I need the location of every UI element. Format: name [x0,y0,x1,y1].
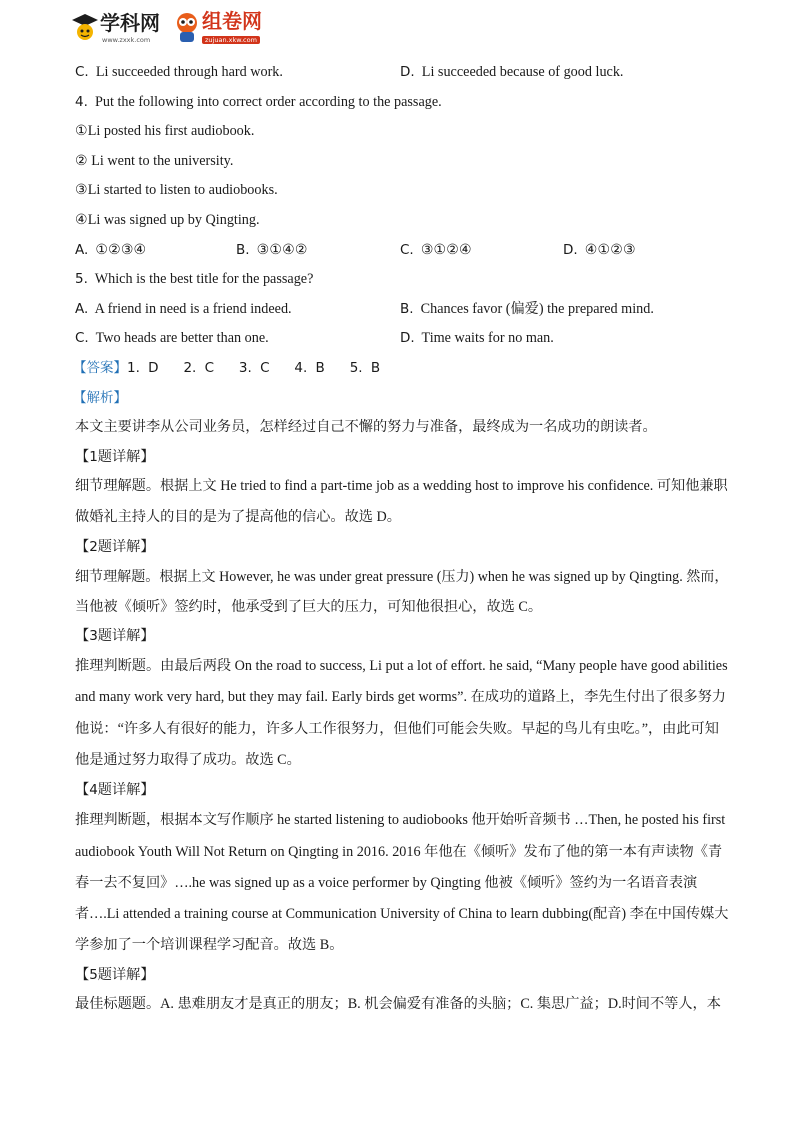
zujuan-url: zujuan.xkw.com [202,36,260,44]
answer-label: 【答案】 [73,360,127,376]
q5-option-c: C. Two heads are better than one. [75,330,269,346]
detail-4-line-3: 春一去不复回》….he was signed up as a voice performer by Qingting 他被《倾听》签约为一名语音表演 [75,875,698,891]
q4-item-3: ③Li started to listen to audiobooks. [75,182,278,198]
detail-1-heading: 【1题详解】 [75,449,155,465]
owl-mascot-icon [174,10,200,44]
detail-4-line-2: audiobook Youth Will Not Return on Qingting in 2016. 2016 年他在《倾听》发布了他的第一本有声读物《青 [75,844,723,860]
detail-4-line-5: 学参加了一个培训课程学习配音。故选 B。 [75,937,344,953]
graduation-cap-icon [70,12,100,44]
q5-option-d: D. Time waits for no man. [400,330,554,346]
zxxk-url: www.zxxk.com [102,36,151,44]
q4-option-b: B. ③①④② [236,242,308,258]
detail-2-line-2: 当他被《倾听》签约时，他承受到了巨大的压力，可知他很担心，故选 C。 [75,599,543,615]
header-logos [70,8,280,48]
detail-3-line-1: 推理判断题。由最后两段 On the road to success, Li put a lot of effort. he said, “Many people have good abilities [75,658,728,674]
q4-item-4: ④Li was signed up by Qingting. [75,212,260,228]
answer-values: 1. D 2. C 3. C 4. B 5. B [127,360,381,376]
zxxk-title: 学科网 [100,11,160,35]
q4-option-a: A. ①②③④ [75,242,147,258]
detail-1-line-1: 细节理解题。根据上文 He tried to find a part-time job as a wedding host to improve his confidence. 可知他兼职 [75,478,728,494]
answer-line [73,358,380,378]
detail-2-heading: 【2题详解】 [75,539,155,555]
zujuan-logo[interactable] [174,8,280,48]
detail-3-line-2: and many work very hard, but they may fail. Early birds get worms”. 在成功的道路上，李先生付出了很多努力 [75,689,726,705]
detail-3-line-4: 他是通过努力取得了成功。故选 C。 [75,752,301,768]
detail-1-line-2: 做婚礼主持人的目的是为了提高他的信心。故选 D。 [75,509,401,525]
q4-option-c: C. ③①②④ [400,242,472,258]
zujuan-title: 组卷网 [202,9,262,33]
detail-3-heading: 【3题详解】 [75,628,155,644]
analysis-summary: 本文主要讲李从公司业务员，怎样经过自己不懈的努力与准备，最终成为一名成功的朗读者。 [75,419,657,435]
detail-2-line-1: 细节理解题。根据上文 However, he was under great pressure (压力) when he was signed up by Qingting. 然而， [75,569,729,585]
q4-item-2: ② Li went to the university. [75,153,234,169]
q5-stem: 5. Which is the best title for the passage? [75,271,314,287]
detail-5-line-1: 最佳标题题。A. 患难朋友才是真正的朋友；B. 机会偏爱有准备的头脑；C. 集思广益；D.时间不等人，本 [75,996,721,1012]
q4-item-1: ①Li posted his first audiobook. [75,123,255,139]
q3-option-c: C. Li succeeded through hard work. [75,64,283,80]
q3-option-d: D. Li succeeded because of good luck. [400,64,624,80]
q4-stem: 4. Put the following into correct order according to the passage. [75,94,442,110]
detail-3-line-3: 他说：“许多人有很好的能力，许多人工作很努力，但他们可能会失败。早起的鸟儿有虫吃。”，由此可知 [75,721,719,737]
detail-4-line-4: 者….Li attended a training course at Communication University of China to learn dubbing(配音) 李在中国传媒大 [75,906,729,922]
detail-4-line-1: 推理判断题，根据本文写作顺序 he started listening to audiobooks 他开始听音频书 …Then, he posted his first [75,812,726,828]
q5-option-b: B. Chances favor (偏爱) the prepared mind. [400,301,654,317]
analysis-label: 【解析】 [73,390,127,406]
q4-option-d: D. ④①②③ [563,242,636,258]
detail-5-heading: 【5题详解】 [75,967,155,983]
zxxk-logo[interactable] [70,8,168,48]
detail-4-heading: 【4题详解】 [75,782,155,798]
q5-option-a: A. A friend in need is a friend indeed. [75,301,292,317]
